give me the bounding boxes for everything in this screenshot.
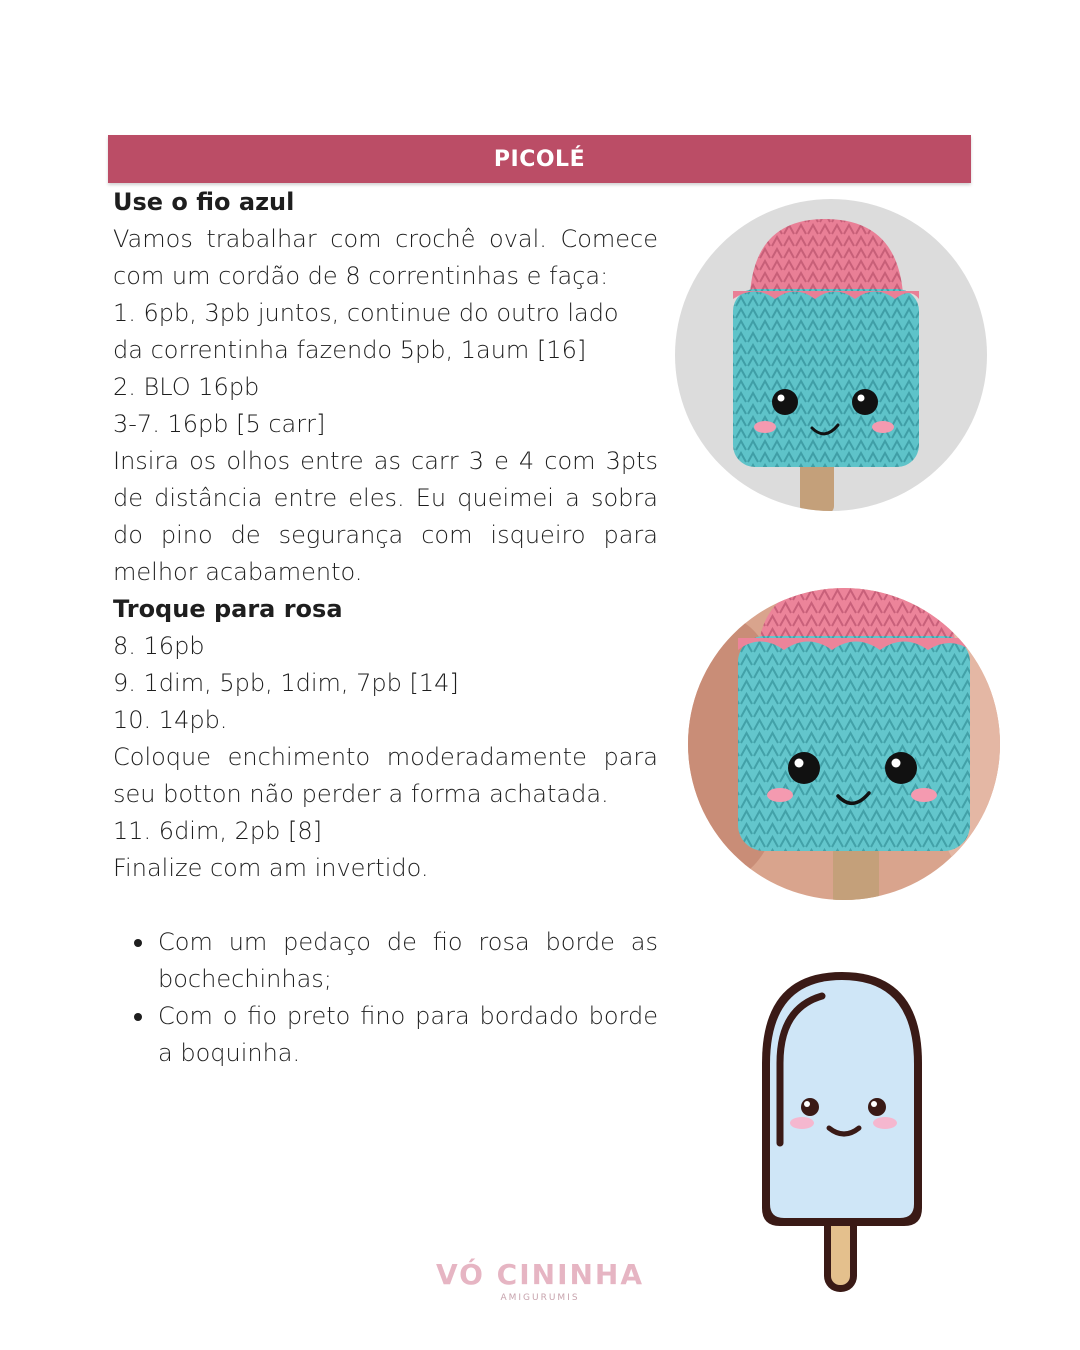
crochet-popsicle-photo-icon — [675, 199, 987, 511]
title-bar — [108, 135, 971, 183]
step-1a: 1. 6pb, 3pb juntos, continue do outro lado — [113, 299, 619, 327]
eyes-note: Insira os olhos entre as carr 3 e 4 com 3pts de distância entre eles. Eu queimei a sobra do pino de segurança com isqueiro para melhor acabamento. — [113, 447, 658, 586]
list-item: Com um pedaço de fio rosa borde as bochechinhas; — [158, 924, 658, 998]
step-8: 8. 16pb — [113, 632, 205, 660]
step-10: 10. 14pb. — [113, 706, 228, 734]
step-3-7: 3-7. 16pb [5 carr] — [113, 410, 326, 438]
heading-blue-yarn: Use o fio azul — [113, 188, 295, 216]
page-title: PICOLÉ — [493, 146, 586, 172]
pattern-text — [113, 184, 658, 1072]
list-item: Com o fio preto fino para bordado borde a boquinha. — [158, 998, 658, 1072]
brand-name: VÓ CININHA — [435, 1258, 645, 1291]
popsicle-illustration-icon — [752, 968, 932, 1298]
spacer — [113, 887, 658, 924]
brand-subtitle: AMIGURUMIS — [500, 1293, 580, 1303]
step-11: 11. 6dim, 2pb [8] — [113, 817, 322, 845]
stuffing-note: Coloque enchimento moderadamente para seu botton não perder a forma achatada. — [113, 743, 658, 808]
finish-note: Finalize com am invertido. — [113, 854, 429, 882]
heading-pink-yarn: Troque para rosa — [113, 595, 343, 623]
step-2: 2. BLO 16pb — [113, 373, 260, 401]
intro-text: Vamos trabalhar com crochê oval. Comece com um cordão de 8 correntinhas e faça: — [113, 225, 658, 290]
embroidery-list — [113, 924, 658, 1072]
step-9: 9. 1dim, 5pb, 1dim, 7pb [14] — [113, 669, 459, 697]
crochet-popsicle-photo-2 — [688, 588, 1000, 900]
footer-logo — [0, 1258, 1080, 1304]
crochet-popsicle-photo-icon — [688, 588, 1000, 900]
step-1b: da correntinha fazendo 5pb, 1aum [16] — [113, 336, 587, 364]
crochet-popsicle-photo-1 — [675, 199, 987, 511]
popsicle-illustration — [752, 968, 932, 1298]
